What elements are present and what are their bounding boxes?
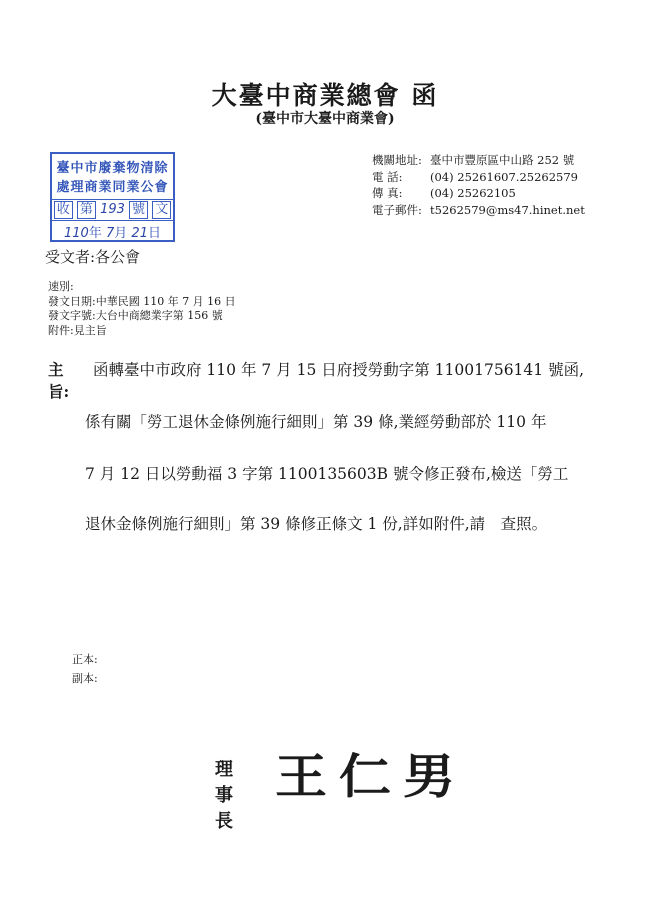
speed-field: 速別: <box>48 280 74 293</box>
attachment-field: 附件:見主旨 <box>48 323 107 337</box>
phone-label: 電 話: <box>372 169 403 184</box>
stamp-no-label: 第 <box>77 201 96 219</box>
stamp-number: 193 <box>100 202 125 217</box>
stamp-recv-label: 收 <box>54 201 73 219</box>
address-label: 機關地址: <box>372 153 422 167</box>
phone-line <box>372 169 585 186</box>
document-number: 發文字號:大台中商總業字第 156 號 <box>48 309 223 322</box>
address-line <box>372 152 585 169</box>
fax-value: (04) 25262105 <box>430 186 516 200</box>
subject-line-1: 函轉臺中市政府 110 年 7 月 15 日府授勞動字第 11001756141 號函, <box>93 361 584 379</box>
letter-subtitle: (臺中市大臺中商業會) <box>255 111 395 127</box>
stamp-month: 7 <box>105 226 115 241</box>
subject-line-4: 退休金條例施行細則」第 39 條修正條文 1 份,詳如附件,請 查照。 <box>85 515 548 533</box>
fax-label: 傳 真: <box>372 186 403 200</box>
phone-value: (04) 25261607.25262579 <box>430 169 578 184</box>
document-meta <box>48 280 236 338</box>
original-recipients: 正本: <box>72 653 98 666</box>
letter-title: 大臺中商業總會 函 <box>211 81 439 110</box>
stamp-wen-label: 文 <box>152 201 171 219</box>
subject-heading: 主旨: <box>48 360 70 401</box>
address-value: 臺中市豐原區中山路 252 號 <box>430 153 575 167</box>
subject-line-2: 係有關「勞工退休金條例施行細則」第 39 條,業經勞動部於 110 年 <box>85 413 547 431</box>
stamp-month-label: 月 <box>114 226 128 241</box>
stamp-date-row <box>52 222 173 241</box>
fax-line <box>372 185 585 202</box>
subject-line-3: 7 月 12 日以勞動福 3 字第 1100135603B 號令修正發布,檢送「勞工 <box>85 465 569 483</box>
stamp-day-label: 日 <box>147 226 161 241</box>
stamp-org-line1: 臺中市廢棄物清除 <box>56 161 169 176</box>
stamp-day: 21 <box>131 226 148 241</box>
copy-recipients: 副本: <box>72 672 98 685</box>
signatory-name-seal: 王仁男 <box>275 749 468 806</box>
email-value: t5262579@ms47.hinet.net <box>430 202 585 217</box>
stamp-year-label: 年 <box>88 226 102 241</box>
issue-date: 發文日期:中華民國 110 年 7 月 16 日 <box>48 294 236 308</box>
stamp-year: 110 <box>64 226 89 241</box>
email-label: 電子郵件: <box>372 202 422 217</box>
stamp-org-line2: 處理商業同業公會 <box>56 180 169 195</box>
email-line <box>372 202 585 219</box>
receipt-stamp <box>50 152 175 242</box>
stamp-receipt-number-row <box>52 199 173 221</box>
stamp-hao-label: 號 <box>129 201 148 219</box>
signatory-title: 理事長 <box>215 759 234 832</box>
recipient: 受文者:各公會 <box>45 248 141 266</box>
contact-block <box>372 152 585 218</box>
